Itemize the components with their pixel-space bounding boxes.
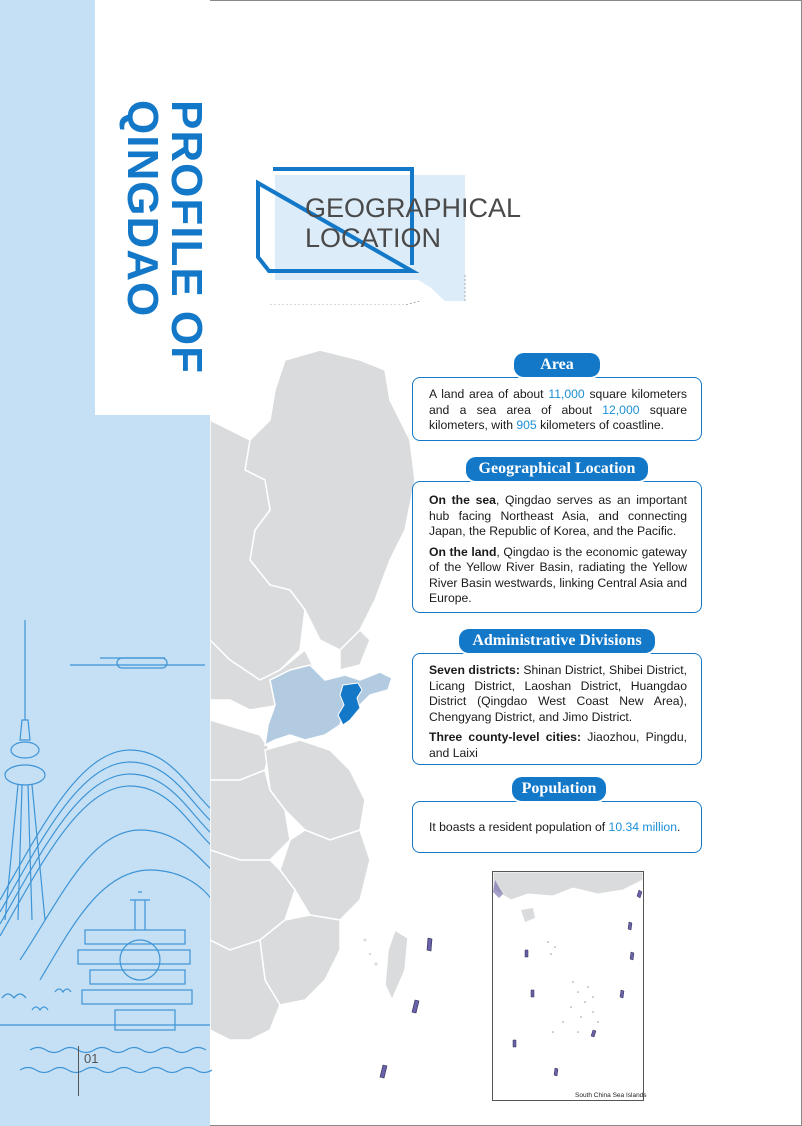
area-title-pill: Area [514,353,600,377]
band-tab [0,0,95,100]
population-value: 10.34 million [608,820,677,834]
population-text: It boasts a resident population of 10.34 million. [429,820,681,834]
inset-map-drawing [493,872,643,1100]
districts-paragraph: Seven districts: Shinan District, Shibei District, Licang District, Laoshan District, Huangdao District (Qingdao West Coast New Area), Chengyang District, and Jimo District. [429,663,687,724]
sea-area-value: 12,000 [602,402,640,417]
map-zhejiang [280,830,370,920]
page-number-rule [78,1046,79,1096]
heading-line1: GEOGRAPHICAL [305,193,522,223]
coastline-value: 905 [516,418,537,432]
inset-map-caption: South China Sea Islands [575,1092,647,1099]
heading-line2: LOCATION [305,223,442,253]
page-number: 01 [84,1051,99,1066]
chapter-title-line1: PROFILE OF [162,100,211,374]
area-info-box [412,377,702,441]
area-text: A land area of about 11,000 square kilometers and a sea area of about 12,000 square kilometers, with 905 kilometers of coastline. [429,387,688,432]
land-area-value: 11,000 [548,387,585,401]
section-heading [305,193,521,253]
population-info-box [412,801,702,853]
map-taiwan [385,930,408,1000]
qingdao-skyline-illustration [0,600,212,1120]
county-cities-paragraph: Three county-level cities: Jiaozhou, Pingdu, and Laixi [429,730,687,760]
location-title-pill: Geographical Location [466,457,648,481]
location-info-box [412,481,702,613]
population-title-pill: Population [512,777,606,801]
chapter-title-line2: QINGDAO [118,100,167,318]
location-land-paragraph: On the land, Qingdao is the economic gateway of the Yellow River Basin, radiating the Yellow River Basin westwards, linking Central Asia and Europe. [429,544,688,605]
map-shandong [265,665,392,745]
divisions-info-box [412,653,702,765]
south-china-sea-inset-map [492,871,644,1101]
chapter-title [118,100,211,374]
divisions-title-pill: Administrative Divisions [459,629,655,653]
location-sea-paragraph: On the sea, Qingdao serves as an important hub facing Northeast Asia, and connecting Japan, the Republic of Korea, and the Pacific. [429,493,687,538]
